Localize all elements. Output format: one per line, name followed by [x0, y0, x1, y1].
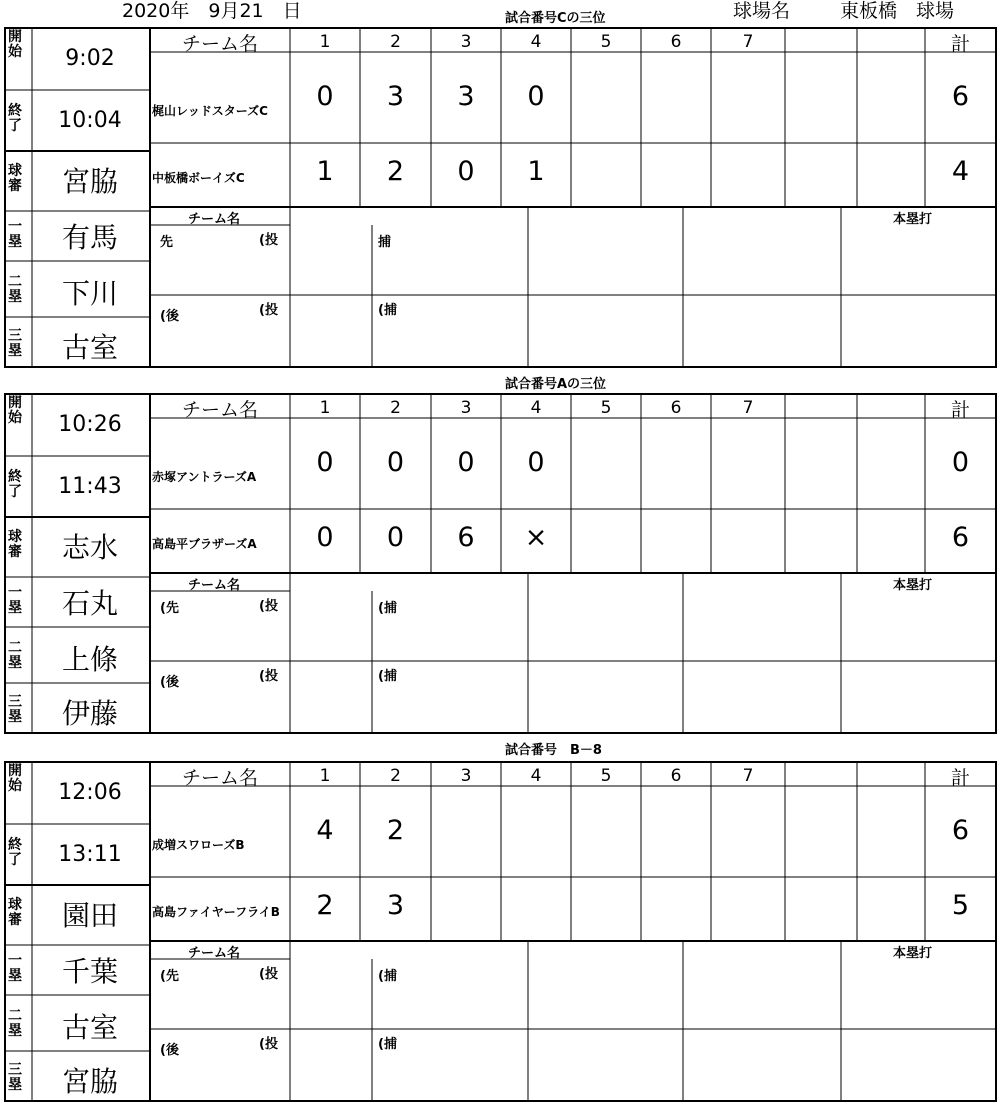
first-base-label: 一 塁 [8, 219, 22, 250]
second-base-label: 二 塁 [8, 640, 22, 671]
total-header: 計 [950, 33, 970, 55]
inning-score: 6 [457, 522, 475, 553]
inning-score: 0 [386, 522, 405, 553]
game-number-title: 試合番号 B－8 [505, 743, 602, 758]
inning-header: 4 [530, 32, 542, 52]
start-label: 開 始 [8, 763, 22, 794]
end-time: 11:43 [58, 474, 122, 499]
second-base-umpire: 下川 [61, 277, 118, 310]
team-name-header: チーム名 [181, 767, 258, 789]
total-score-bottom: 6 [951, 522, 970, 553]
battery-team-header: チーム名 [188, 212, 241, 227]
inning-score: 0 [316, 522, 334, 553]
grid-lines [0, 758, 1000, 1103]
second-pitcher-label: (後 [160, 1043, 179, 1058]
second-pitcher-label: (後 [160, 309, 179, 324]
inning-score: 0 [457, 156, 475, 187]
battery-team-header: チーム名 [188, 946, 241, 961]
third-base-label: 三 塁 [8, 694, 22, 725]
third-base-umpire: 伊藤 [61, 697, 118, 730]
inning-header: 1 [319, 32, 331, 52]
second-base-umpire: 上條 [61, 643, 118, 676]
team-name-header: チーム名 [181, 399, 258, 421]
inning-header: 6 [670, 398, 682, 418]
inning-header: 3 [460, 398, 472, 418]
inning-header: 7 [742, 32, 754, 52]
end-label: 終 了 [8, 103, 22, 134]
second-catch-label: (捕 [378, 1037, 397, 1052]
inning-score: 1 [316, 156, 334, 187]
third-base-umpire: 宮脇 [61, 1065, 118, 1098]
team-name-bottom: 高島ファイヤーフライB [152, 905, 280, 919]
first-pitcher-label: (先 [160, 601, 179, 616]
first-base-umpire: 有馬 [61, 221, 118, 254]
inning-header: 2 [390, 766, 401, 786]
first-pitcher-label: (先 [160, 969, 179, 984]
inning-score: 0 [527, 81, 545, 112]
first-pitch-label: (投 [259, 233, 278, 248]
total-header: 計 [950, 399, 970, 421]
third-base-label: 三 塁 [8, 328, 22, 359]
first-pitch-label: (投 [259, 967, 278, 982]
umpire-label: 球 審 [8, 163, 22, 194]
total-score-top: 6 [951, 81, 970, 112]
game-scoresheet [0, 758, 1000, 1103]
first-catch-label: 捕 [378, 235, 392, 250]
second-base-label: 二 塁 [8, 1008, 22, 1039]
field-name: 東板橋 球場 [840, 0, 955, 22]
grid-lines [0, 390, 1000, 735]
total-score-bottom: 4 [951, 156, 970, 187]
inning-score: × [524, 522, 548, 553]
game-number-title: 試合番号Aの三位 [505, 377, 607, 392]
first-base-label: 一 塁 [8, 585, 22, 616]
inning-header: 5 [600, 766, 612, 786]
plate-umpire: 園田 [61, 899, 118, 932]
third-base-label: 三 塁 [8, 1062, 22, 1093]
team-name-top: 赤塚アントラーズA [152, 470, 257, 484]
field-label: 球場名 [733, 0, 791, 22]
umpire-label: 球 審 [8, 897, 22, 928]
grid-lines [0, 24, 1000, 369]
team-name-top: 成増スワローズB [152, 838, 245, 852]
start-label: 開 始 [8, 29, 22, 60]
inning-score: 0 [457, 447, 475, 478]
inning-header: 1 [319, 766, 331, 786]
inning-score: 4 [316, 815, 334, 846]
inning-header: 6 [670, 766, 682, 786]
inning-header: 2 [390, 398, 401, 418]
inning-score: 3 [386, 81, 405, 112]
end-label: 終 了 [8, 469, 22, 500]
home-run-header: 本塁打 [893, 578, 933, 593]
second-pitch-label: (投 [259, 303, 278, 318]
game-scoresheet [0, 390, 1000, 735]
team-name-top: 梶山レッドスターズC [152, 104, 268, 118]
umpire-label: 球 審 [8, 529, 22, 560]
total-score-top: 0 [951, 447, 970, 478]
inning-header: 3 [460, 766, 472, 786]
inning-score: 3 [386, 890, 405, 921]
inning-score: 0 [386, 447, 405, 478]
inning-header: 7 [742, 766, 754, 786]
second-base-umpire: 古室 [61, 1011, 118, 1044]
team-name-header: チーム名 [181, 33, 258, 55]
battery-team-header: チーム名 [188, 578, 241, 593]
first-base-umpire: 石丸 [61, 587, 118, 620]
plate-umpire: 志水 [61, 531, 118, 564]
home-run-header: 本塁打 [893, 212, 933, 227]
inning-score: 2 [316, 890, 334, 921]
total-score-top: 6 [951, 815, 970, 846]
inning-score: 2 [386, 156, 405, 187]
second-catch-label: (捕 [378, 303, 397, 318]
inning-header: 5 [600, 398, 612, 418]
start-time: 10:26 [58, 412, 122, 437]
first-pitch-label: (投 [259, 599, 278, 614]
game-scoresheet [0, 24, 1000, 369]
team-name-bottom: 中板橋ボーイズC [152, 171, 245, 185]
third-base-umpire: 古室 [61, 331, 118, 364]
inning-header: 6 [670, 32, 682, 52]
first-base-umpire: 千葉 [61, 955, 118, 988]
second-pitch-label: (投 [259, 669, 278, 684]
first-pitcher-label: 先 [160, 235, 174, 250]
inning-header: 4 [530, 766, 542, 786]
end-time: 13:11 [58, 842, 122, 867]
first-catch-label: (捕 [378, 969, 397, 984]
inning-header: 5 [600, 32, 612, 52]
total-header: 計 [950, 767, 970, 789]
inning-header: 3 [460, 32, 472, 52]
inning-header: 2 [390, 32, 401, 52]
inning-header: 1 [319, 398, 331, 418]
end-label: 終 了 [8, 837, 22, 868]
first-base-label: 一 塁 [8, 953, 22, 984]
start-time: 12:06 [58, 780, 122, 805]
second-catch-label: (捕 [378, 669, 397, 684]
game-number-title: 試合番号Cの三位 [505, 11, 606, 26]
team-name-bottom: 高島平ブラザーズA [152, 537, 257, 551]
second-pitch-label: (投 [259, 1037, 278, 1052]
end-time: 10:04 [58, 108, 122, 133]
total-score-bottom: 5 [951, 890, 970, 921]
first-catch-label: (捕 [378, 601, 397, 616]
inning-score: 2 [386, 815, 405, 846]
inning-score: 0 [527, 447, 545, 478]
inning-score: 1 [527, 156, 545, 187]
inning-header: 4 [530, 398, 542, 418]
start-time: 9:02 [65, 46, 115, 71]
start-label: 開 始 [8, 395, 22, 426]
second-pitcher-label: (後 [160, 675, 179, 690]
sheet-date: 2020年 9月21 日 [122, 0, 302, 22]
second-base-label: 二 塁 [8, 274, 22, 305]
inning-score: 0 [316, 81, 334, 112]
inning-score: 0 [316, 447, 334, 478]
inning-header: 7 [742, 398, 754, 418]
inning-score: 3 [457, 81, 475, 112]
plate-umpire: 宮脇 [61, 165, 118, 198]
home-run-header: 本塁打 [893, 946, 933, 961]
